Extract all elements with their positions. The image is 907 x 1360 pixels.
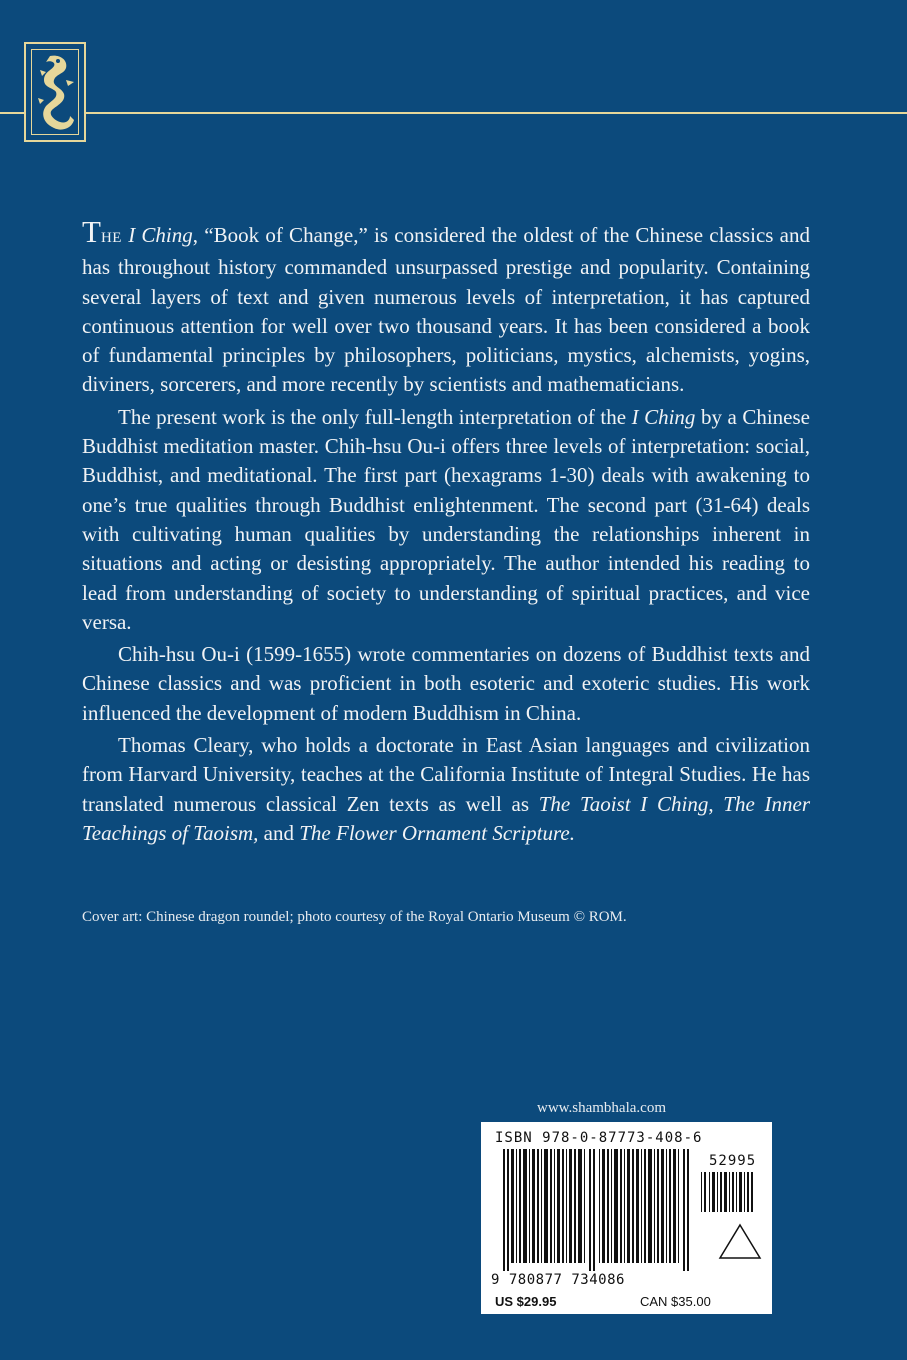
isbn-number: ISBN 978-0-87773-408-6 bbox=[495, 1130, 703, 1146]
description-text bbox=[82, 216, 810, 848]
price-can: CAN $35.00 bbox=[640, 1294, 711, 1309]
addon-barcode bbox=[701, 1172, 755, 1212]
cover-credit: Cover art: Chinese dragon roundel; photo courtesy of the Royal Ontario Museum © ROM. bbox=[82, 909, 627, 925]
paragraph-2-text-b: by a Chinese Buddhist meditation master. Chih-hsu Ou-i offers three levels of interpretation: social, Buddhist, and meditational. The first part (hexagrams 1-30) deals with awakening to one’s true qualities through Buddhist enlightenment. The second part (31-64) deals with cultivating human qualities by understanding the relationships inherent in situations and acting or desisting appropriately. The author intended his reading to lead from understanding of society to understanding of spiritual practices, and vice versa. bbox=[82, 404, 810, 634]
header-rule bbox=[0, 112, 907, 114]
separator: and bbox=[258, 820, 300, 845]
title-inner-teachings: The Inner Teachings of Taoism, bbox=[82, 791, 810, 845]
paragraph-4 bbox=[82, 731, 810, 848]
paragraph-3: Chih-hsu Ou-i (1599-1655) wrote commentaries on dozens of Buddhist texts and Chinese classics and was proficient in both esoteric and exoteric studies. His work influenced the development of modern Buddhism in China. bbox=[82, 642, 810, 725]
dragon-icon bbox=[30, 50, 80, 136]
publisher-website[interactable]: www.shambhala.com bbox=[537, 1100, 666, 1116]
separator: , bbox=[708, 791, 724, 816]
price-code: 52995 bbox=[709, 1153, 757, 1169]
ean-barcode bbox=[503, 1149, 698, 1271]
paragraph-4-text: Thomas Cleary, who holds a doctorate in East Asian languages and civilization from Harvard University, teaches at the California Institute of Integral Studies. He has translated numerous classical Zen texts as well as bbox=[82, 733, 810, 816]
paragraph-1-text: , “Book of Change,” is considered the oldest of the Chinese classics and has throughout history commanded unsurpassed prestige and popularity. Containing several layers of text and given numerous levels of interpretation, it has captured continuous attention for well over two thousand years. It has been considered a book of fundamental principles by philosophers, politicians, mystics, alchemists, yogins, diviners, sorcerers, and more recently by scientists and mathematicians. bbox=[82, 223, 810, 397]
small-caps: HE bbox=[100, 230, 122, 246]
price-us: US $29.95 bbox=[495, 1294, 557, 1309]
drop-cap: T bbox=[82, 214, 101, 249]
triangle-icon bbox=[717, 1222, 763, 1262]
barcode-panel bbox=[481, 1122, 772, 1314]
paragraph-1 bbox=[82, 216, 810, 400]
title-taoist-i-ching: The Taoist I Ching bbox=[538, 791, 709, 816]
publisher-emblem bbox=[24, 42, 86, 142]
paragraph-2-text-a: The present work is the only full-length interpretation of the bbox=[118, 404, 632, 429]
book-title: I Ching bbox=[128, 223, 193, 247]
book-title: I Ching bbox=[631, 404, 696, 429]
ean-digits: 9 780877 734086 bbox=[491, 1272, 625, 1288]
paragraph-2 bbox=[82, 403, 810, 637]
title-flower-ornament: The Flower Ornament Scripture. bbox=[299, 820, 575, 845]
